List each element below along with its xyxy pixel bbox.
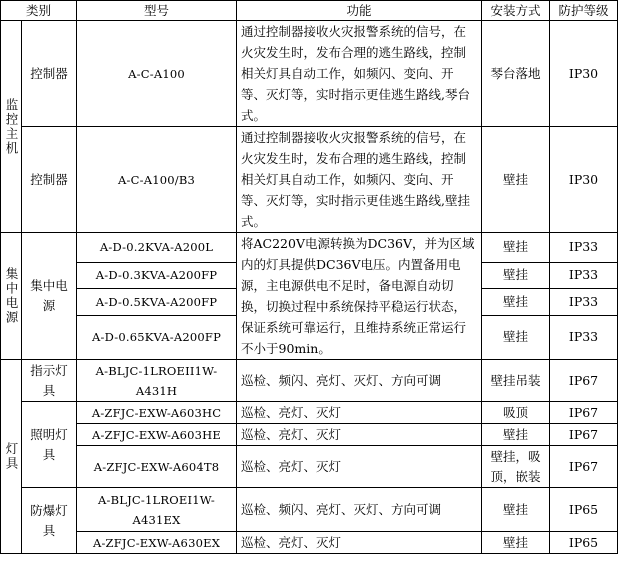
header-protection: 防护等级 bbox=[550, 1, 618, 21]
ip-cell: IP65 bbox=[550, 532, 618, 554]
table-row bbox=[1, 127, 618, 233]
model-cell: A-ZFJC-EXW-A603HC bbox=[77, 402, 237, 424]
group-lamps: 灯具 bbox=[1, 360, 22, 554]
header-category: 类别 bbox=[1, 1, 77, 21]
model-cell: A-ZFJC-EXW-A630EX bbox=[77, 532, 237, 554]
ip-cell: IP30 bbox=[550, 21, 618, 127]
function-cell: 巡检、频闪、亮灯、灭灯、方向可调 bbox=[237, 360, 482, 402]
header-function: 功能 bbox=[237, 1, 482, 21]
install-cell: 壁挂 bbox=[482, 127, 550, 233]
install-cell: 壁挂 bbox=[482, 488, 550, 532]
group-monitor: 监控主机 bbox=[1, 21, 22, 233]
table-row bbox=[1, 21, 618, 127]
function-cell: 巡检、亮灯、灭灯 bbox=[237, 446, 482, 488]
ip-cell: IP33 bbox=[550, 233, 618, 263]
table-row bbox=[1, 532, 618, 554]
table-row bbox=[1, 360, 618, 402]
install-cell: 吸顶 bbox=[482, 402, 550, 424]
table-row bbox=[1, 233, 618, 263]
model-cell: A-C-A100 bbox=[77, 21, 237, 127]
sub-category: 照明灯具 bbox=[22, 402, 77, 488]
install-cell: 琴台落地 bbox=[482, 21, 550, 127]
install-cell: 壁挂 bbox=[482, 233, 550, 263]
function-cell: 通过控制器接收火灾报警系统的信号，在火灾发生时，发布合理的逃生路线，控制相关灯具自动工作，如频闪、变向、开等、灭灯等，实时指示更佳逃生路线,琴台式。 bbox=[237, 21, 482, 127]
function-cell: 巡检、亮灯、灭灯 bbox=[237, 532, 482, 554]
sub-category: 集中电源 bbox=[22, 233, 77, 360]
ip-cell: IP30 bbox=[550, 127, 618, 233]
table-row bbox=[1, 402, 618, 424]
table-row bbox=[1, 424, 618, 446]
model-cell: A-D-0.5KVA-A200FP bbox=[77, 289, 237, 315]
function-cell: 巡检、亮灯、灭灯 bbox=[237, 424, 482, 446]
header-install: 安装方式 bbox=[482, 1, 550, 21]
ip-cell: IP67 bbox=[550, 446, 618, 488]
install-cell: 壁挂 bbox=[482, 262, 550, 288]
model-cell: A-ZFJC-EXW-A604T8 bbox=[77, 446, 237, 488]
sub-category: 指示灯具 bbox=[22, 360, 77, 402]
function-cell: 通过控制器接收火灾报警系统的信号，在火灾发生时，发布合理的逃生路线，控制相关灯具自动工作，如频闪、变向、开等、灭灯等，实时指示更佳逃生路线,壁挂式。 bbox=[237, 127, 482, 233]
model-cell: A-BLJC-1LROEII1W-A431H bbox=[77, 360, 237, 402]
header-row bbox=[1, 1, 618, 21]
ip-cell: IP67 bbox=[550, 360, 618, 402]
table-row bbox=[1, 488, 618, 532]
header-model: 型号 bbox=[77, 1, 237, 21]
ip-cell: IP33 bbox=[550, 262, 618, 288]
install-cell: 壁挂吊装 bbox=[482, 360, 550, 402]
model-cell: A-BLJC-1LROEⅠ1W-A431EX bbox=[77, 488, 237, 532]
ip-cell: IP65 bbox=[550, 488, 618, 532]
ip-cell: IP33 bbox=[550, 315, 618, 359]
ip-cell: IP33 bbox=[550, 289, 618, 315]
install-cell: 壁挂 bbox=[482, 424, 550, 446]
sub-category: 控制器 bbox=[22, 21, 77, 127]
ip-cell: IP67 bbox=[550, 402, 618, 424]
table-row bbox=[1, 446, 618, 488]
install-cell: 壁挂 bbox=[482, 532, 550, 554]
function-cell: 巡检、频闪、亮灯、灭灯、方向可调 bbox=[237, 488, 482, 532]
model-cell: A-ZFJC-EXW-A603HE bbox=[77, 424, 237, 446]
model-cell: A-D-0.65KVA-A200FP bbox=[77, 315, 237, 359]
model-cell: A-C-A100/B3 bbox=[77, 127, 237, 233]
group-central-power: 集中电源 bbox=[1, 233, 22, 360]
install-cell: 壁挂，吸顶，嵌装 bbox=[482, 446, 550, 488]
function-cell: 将AC220V电源转换为DC36V，并为区域内的灯具提供DC36V电压。内置备用电源，主电源供电不足时，备电源自动切换，切换过程中系统保持平稳运行状态，保证系统可靠运行，且维持系统正常运行不小于90min。 bbox=[237, 233, 482, 360]
ip-cell: IP67 bbox=[550, 424, 618, 446]
install-cell: 壁挂 bbox=[482, 289, 550, 315]
model-cell: A-D-0.3KVA-A200FP bbox=[77, 262, 237, 288]
sub-category: 防爆灯具 bbox=[22, 488, 77, 554]
model-cell: A-D-0.2KVA-A200L bbox=[77, 233, 237, 263]
sub-category: 控制器 bbox=[22, 127, 77, 233]
function-cell: 巡检、亮灯、灭灯 bbox=[237, 402, 482, 424]
install-cell: 壁挂 bbox=[482, 315, 550, 359]
